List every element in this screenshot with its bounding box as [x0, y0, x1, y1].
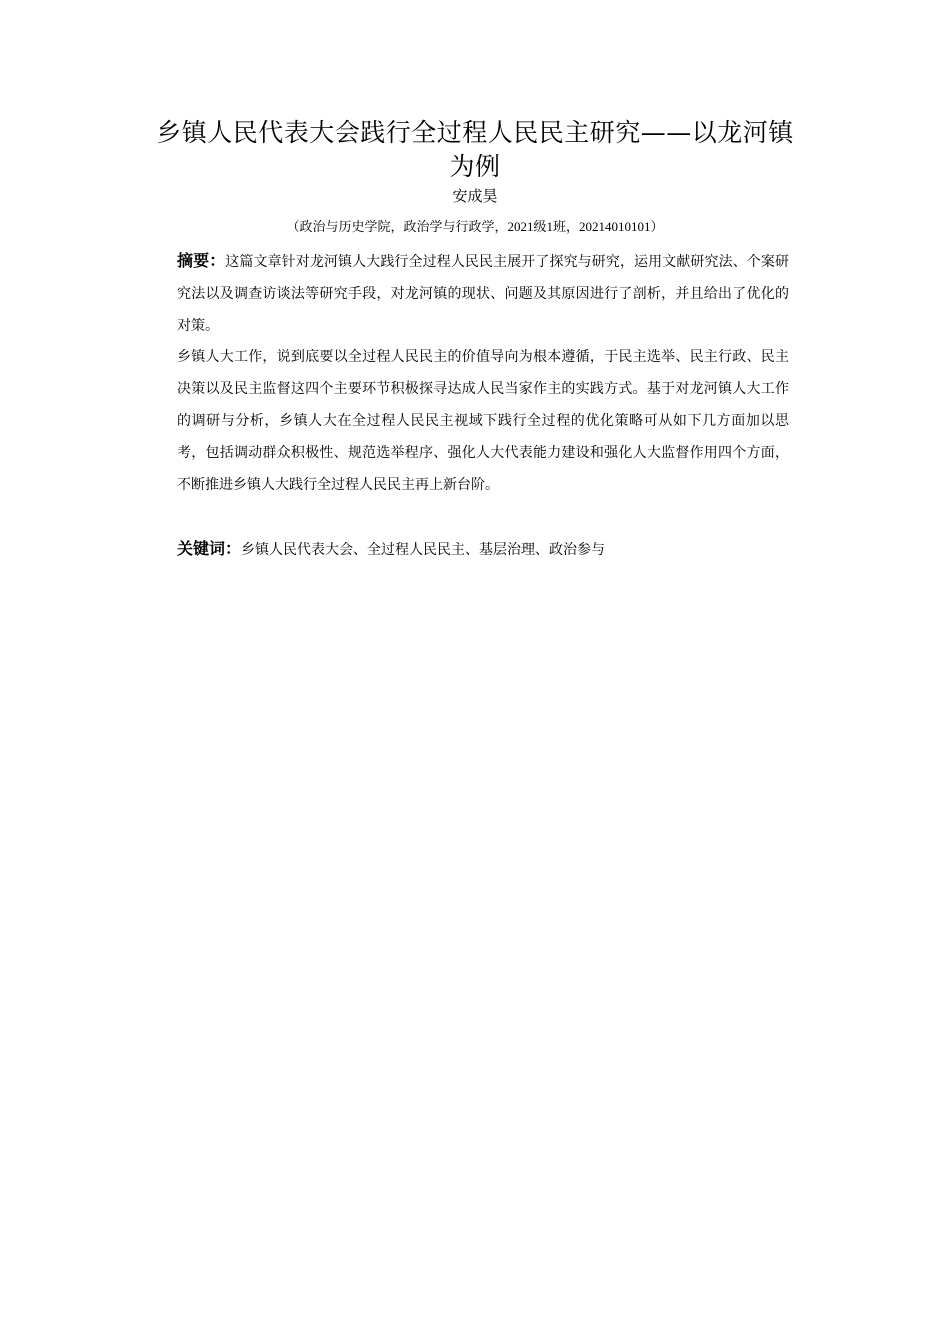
abstract-paragraph — [145, 245, 789, 342]
author-name: 安成昊 — [452, 187, 498, 205]
abstract-text: 这篇文章针对龙河镇人大践行全过程人民民主展开了探究与研究，运用文献研究法、个案研究法以及调查访谈法等研究手段，对龙河镇的现状、问题及其原因进行了剖析，并且给出了优化的对策。 — [177, 254, 789, 334]
paper-title: 乡镇人民代表大会践行全过程人民民主研究——以龙河镇为例 — [156, 118, 794, 181]
keywords-paragraph — [145, 533, 789, 566]
keywords-text: 乡镇人民代表大会、全过程人民民主、基层治理、政治参与 — [241, 542, 606, 558]
body-paragraph: 乡镇人大工作，说到底要以全过程人民民主的价值导向为根本遵循，于民主选举、民主行政、民主决策以及民主监督这四个主要环节积极探寻达成人民当家作主的实践方式。基于对龙河镇人大工作的调研与分析，乡镇人大在全过程人民民主视域下践行全过程的优化策略可从如下几方面加以思考，包括调动群众积极性、规范选举程序、强化人大代表能力建设和强化人大监督作用四个方面，不断推进乡镇人大践行全过程人民民主再上新台阶。 — [177, 349, 789, 493]
abstract-label: 摘要： — [177, 251, 226, 270]
author-affiliation: （政治与历史学院，政治学与行政学，2021级1班，20214010101） — [286, 219, 664, 234]
keywords-label: 关键词： — [177, 539, 242, 558]
